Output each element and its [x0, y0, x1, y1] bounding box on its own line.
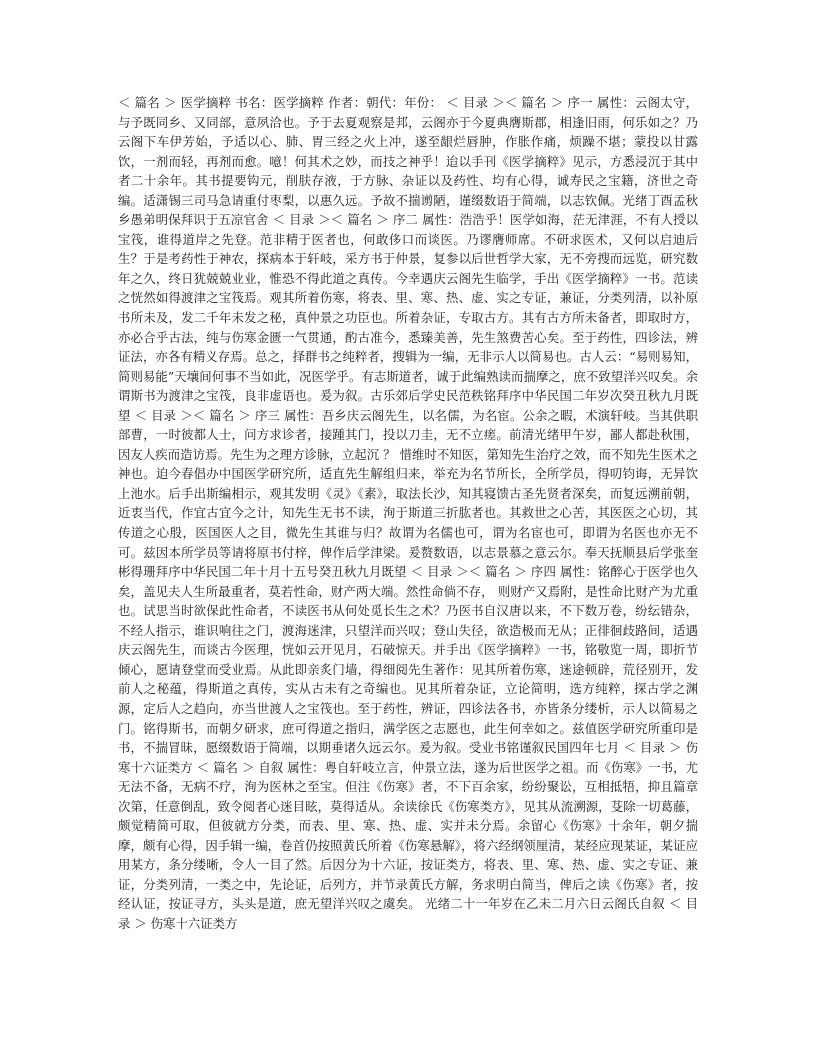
document-body: [118, 93, 698, 934]
document-text: ＜ 篇名 ＞ 医学摘粹 书名：医学摘粹 作者：朝代：年份： ＜ 目录 ＞＜ 篇名 ＞ 序一 属性：云阁太守，与予既同乡、又同部，意夙洽也。予于去夏观察是邦，云阁亦于今夏典膺斯郡，相逢旧雨，何乐如之？乃云阁下车伊芳始，予适以心、肺、胃三经之火上冲，遂至龈烂唇肿，作胀作痛，烦躁不堪；蒙投以甘露饮，一剂而轻，再剂而愈。噫！何其术之妙，而技之神乎！迨以手刊《医学摘粹》见示，方悉浸沉于其中者二十余年。其书提要钩元，削肤存液，于方脉、杂证以及药性、均有心得，诚寿民之宝籍，济世之奇编。适潇锡三司马急请重付枣梨，以惠久远。予故不揣谫陋，谨缀数语于简端，以志钦佩。光绪丁酉孟秋乡愚弟明保拜识于五凉官舍 ＜ 目录 ＞＜ 篇名 ＞ 序二 属性：浩浩乎！医学如海，茫无津涯，不有人授以宝筏，谁得道岸之先登。范非精于医者也，何敢侈口而谈医。乃谬膺师席。不研求医术，又何以启迪后生？于是考药性于神农，探病本于轩岐，采方书于仲景，复参以后世哲学大家，无不旁搜而远览，研究数年之久，终日犹兢兢业业，惟恐不得此道之真传。今幸遇庆云阁先生临学，手出《医学摘粹》一书。范读之恍然如得渡津之宝筏焉。观其所着伤寒，将表、里、寒、热、虚、实之专证，兼证，分类列清，以补原书所未及，发二千年未发之秘，真仲景之功臣也。所着杂证，专取古方。其有古方所未备者，即取时方，亦必合乎古法，纯与伤寒金匮一气贯通，酌古准今，悉臻美善，先生煞费苦心矣。至于药性，四诊法，辨证法，亦各有精义存焉。总之，择群书之纯粹者，搜辑为一编，无非示人以简易也。古人云：“易则易知，简则易能”天壤间何事不当如此，况医学乎。有志斯道者，诚于此编熟读而揣摩之，庶不致望洋兴叹矣。余谓斯书为渡津之宝筏，良非虚语也。爰为叙。古乐郊后学史民范秩铭拜序中华民国二年岁次癸丑秋九月既望 ＜ 目录 ＞＜ 篇名 ＞ 序三 属性：吾乡庆云阁先生，以名儒，为名宦。公余之暇，术演轩岐。当其供职部曹，一时彼都人士，问方求诊者，接踵其门，投以刀圭，无不立瘥。前清光绪甲午岁，鄙人都赴秋围，因友人疾而造访焉。先生为之理方诊脉，立起沉 ？ 惜维时不知医，第知先生治疗之效，而不知先生医术之神也。迫今春倡办中国医学研究所，适直先生解组归来，举充为名节所长，全所学员，得叨钧诲，无异饮上池水。后手出斯编相示，观其发明《灵》《素》，取法长沙，知其寝馈古圣先贤者深矣，而复远溯前朝，近衷当代，作宜古宜今之计，知先生无书不读，洵于斯道三折肱者也。其救世之心苦，其医医之心切，其传道之心殷，医国医人之目，微先生其谁与归？故谓为名儒也可，谓为名宦也可，即谓为名医也亦无不可。兹因本所学员等请将原书付梓，俾作后学津梁。爰赘数语，以志景慕之意云尔。奉天抚顺县后学张奎彬得珊拜序中华民国二年十月十五号癸丑秋九月既望 ＜ 目录 ＞＜ 篇名 ＞ 序四 属性：铭醉心于医学也久矣，盖见夫人生所最重者，莫若性命，财产两大端。然性命倘不存， 则财产又焉附，是性命比财产为尤重也。试思当时欲保此性命者，不读医书从何处觅长生之术？乃医书自汉唐以来，不下数万卷，纷纭错杂，不经人指示，谁识响往之门，渡海迷津，只望洋而兴叹；登山失径，欲造极而无从；正徘徊歧路间，适遇庆云阁先生，而谈古今医理，恍如云开见月，石破惊天。并手出《医学摘粹》一书，铭敬览一周，即折节倾心，愿请登堂而受业焉。从此即亲炙门墙，得细阅先生著作：见其所着伤寒，迷途顿辟，荒径别开，发前人之秘蕴，得斯道之真传，实从古未有之奇编也。见其所着杂证，立论简明，选方纯粹，探古学之渊源，定后人之趋向，亦当世渡人之宝筏也。至于药性，辨证，四诊法各书，亦皆条分缕析，示人以简易之门。铭得斯书，而朝夕研求，庶可得道之指归，满学医之志愿也，此生何幸如之。兹值医学研究所重印是书，不揣冒昧，愿缀数语于简端，以期垂诸久远云尔。爰为叙。受业书铭谨叙民国四年七月 ＜ 目录 ＞ 伤寒十六证类方 ＜ 篇名 ＞ 自叙 属性：粤自轩岐立言，仲景立法，遂为后世医学之祖。而《伤寒》一书，尤无法不备，无病不疗，洵为医林之至宝。但注《伤寒》者，不下百余家，纷纷聚讼，互相抵牾，抑且篇章次第，任意倒乱，致令阅者心迷目眩，莫得适从。余读徐氏《伤寒类方》，见其从流溯源，芟除一切葛藤，颇觉精简可取，但彼就方分类，而表、里、寒、热、虚、实并未分焉。余留心《伤寒》十余年，朝夕揣摩，颇有心得，因手辑一编，卷首仍按照黄氏所着《伤寒悬解》，将六经纲领厘清，某经应现某证，某证应用某方，条分缕晰，令人一目了然。后因分为十六证，按证类方，将表、里、寒、热、虚、实之专证、兼证，分类列清，一类之中，先论证，后列方，并节录黄氏方解，务求明白简当，俾后之读《伤寒》者，按经认证，按证寻方，头头是道，庶无望洋兴叹之虞矣。 光绪二十一年岁在乙未二月六日云阁氏自叙 ＜ 目录 ＞ 伤寒十六证类方: [118, 95, 698, 931]
